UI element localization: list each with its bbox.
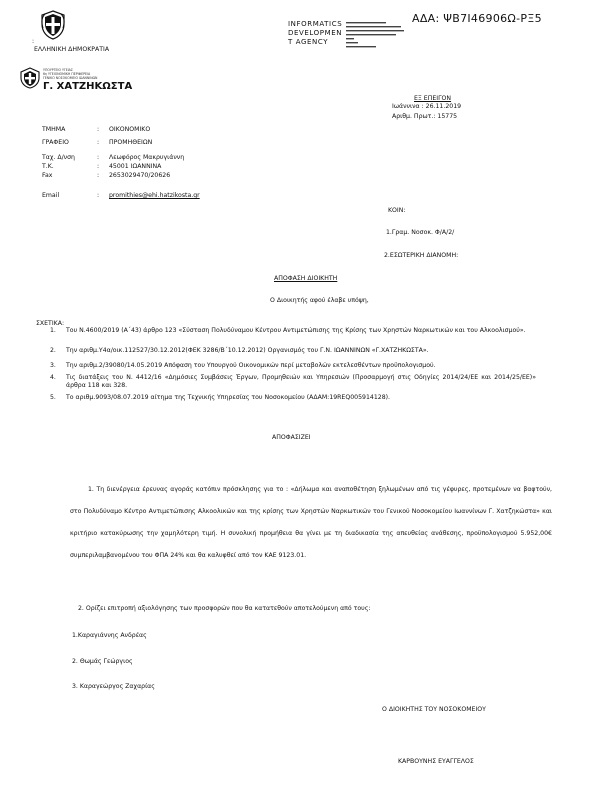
signature-name: ΚΑΡΒΟΥΝΗΣ ΕΥΑΓΓΕΛΟΣ: [398, 758, 474, 765]
agency-small-print: [346, 21, 408, 51]
hospital-logo: ΥΠΟΥΡΓΕΙΟ ΥΓΕΙΑΣ 6η ΥΓΕΙΟΝΟΜΙΚΗ ΠΕΡΙΦΕΡΕΙΑ ΓΕΝΙΚΟ ΝΟΣΟΚΟΜΕΙΟ ΙΩΑΝΝΙΝΩΝ Γ. ΧΑΤΖΗΚΩΣΤΑ: [20, 65, 132, 95]
info-label: Τ.Κ.: [42, 163, 54, 170]
hospital-logo-text: Γ. ΧΑΤΖΗΚΩΣΤΑ: [43, 81, 133, 92]
info-value: ΠΡΟΜΗΘΕΙΩΝ: [109, 139, 153, 146]
list-item: 2. Την αριθμ.Υ4α/οικ.112527/30.12.2012(ΦΕΚ 3286/Β΄10.12.2012) Οργανισμός του Γ.Ν. ΙΩΑΝΝΙΝΩΝ «Γ.ΧΑΤΖΗΚΩΣΤΑ».: [50, 347, 429, 354]
decision-paragraph-1: 1. Τη διενέργεια έρευνας αγοράς κατόπιν πρόσκλησης για το : «Δήλωμα και αναποθέτηση ξηλωμένων από τις γέφυρες, προτεμένων να βαφτούν, στο Πολυδύναμο Κέντρο Αντιμετώπισης Αλκοολικών και της κρίσης των Χρηστών Ναρκωτικών του Γενικού Νοσοκομείου Ιωαννίνων Γ. Χατζηκώστα» και κριτήριο κατακύρωσης την χαμηλότερη τιμή. Η συνολική προμήθεια θα γίνει με τη διαδικασία της απευθείας ανάθεσης, προϋπολογισμού 5.952,00€ συμπεριλαμβανομένου του ΦΠΑ 24% και θα καλυφθεί από τον ΚΑΕ 9123.01.: [70, 486, 552, 559]
distribution-internal: 2.ΕΣΩΤΕΡΙΚΗ ΔΙΑΝΟΜΗ:: [384, 252, 459, 259]
committee-member: 2. Θωμάς Γεώργιος: [72, 658, 133, 665]
hospital-logo-icon: [20, 67, 40, 89]
email-label: Email: [42, 192, 60, 199]
apofasizei-heading: ΑΠΟΦΑΣΙΖΕΙ: [272, 434, 311, 441]
references-list: [50, 327, 550, 407]
decision-paragraph-2: 2. Ορίζει επιτροπή αξιολόγησης των προσφορών που θα κατατεθούν αποτελούμενη από τους:: [78, 605, 371, 612]
urgent-marker: ΕΞ ΕΠΕΙΓΟΝ: [414, 95, 452, 102]
signature-title: Ο ΔΙΟΙΚΗΤΗΣ ΤΟΥ ΝΟΣΟΚΟΜΕΙΟΥ: [382, 706, 486, 713]
agency-line-3: T AGENCY: [288, 38, 329, 46]
list-item: 5. Το αριθμ.9093/08.07.2019 αίτημα της Τεχνικής Υπηρεσίας του Νοσοκομείου (ΑΔΑΜ:19REQ005914128).: [50, 394, 391, 401]
committee-member: 3. Καραγεώργος Ζαχαρίας: [72, 683, 155, 690]
committee-member: 1.Καραγιάννης Ανδρέας: [72, 632, 147, 639]
date-line: Ιωάννινα : 26.11.2019: [392, 103, 462, 110]
koin-label: ΚΟΙΝ:: [388, 207, 406, 214]
info-label: ΤΜΗΜΑ: [42, 126, 66, 133]
list-item: 4. Τις διατάξεις του Ν. 4412/16 «Δημόσιες Συμβάσεις Έργων, Προμηθειών και Υπηρεσιών (Προσαρμογή στις Οδηγίες 2014/24/ΕΕ και 2014/25/ΕΕ)» άρθρα 118 και 328.: [50, 374, 536, 389]
agency-line-2: DEVELOPMEN: [288, 29, 343, 37]
ada-code: ΑΔΑ: ΨΒ7Ι46906Ω-ΡΞ5: [412, 12, 542, 25]
list-item: 3. Την αριθμ.2/39080/14.05.2019 Απόφαση του Υπουργού Οικονομικών περί μεταβολών εκτελεσθέντων προϋπολογισμού.: [50, 362, 436, 369]
republic-label: ΕΛΛΗΝΙΚΗ ΔΗΜΟΚΡΑΤΙΑ: [34, 46, 110, 53]
email-link[interactable]: promithies@ehi.hatzikosta.gr: [109, 192, 200, 199]
info-value: 2653029470/20626: [109, 172, 171, 179]
info-value: Λεωφόρος Μακρυγιάννη: [109, 154, 185, 161]
sxetika-label: ΣΧΕΤΙΚΑ:: [36, 320, 65, 327]
distribution-grammateia: 1.Γραμ. Νοσοκ. Φ/Α/2/: [386, 229, 455, 236]
list-item: 1. Του Ν.4600/2019 (Α΄43) άρθρο 123 «Σύσταση Πολυδύναμου Κέντρου Αντιμετώπισης της Κρίσης των Χρηστών Ναρκωτικών και του Αλκοολισμού».: [50, 327, 526, 334]
decision-subtitle: Ο Διοικητής αφού έλαβε υπόψη,: [270, 297, 369, 304]
info-label: Ταχ. Δ/νση: [42, 154, 75, 161]
info-label: ΓΡΑΦΕΙΟ: [42, 139, 69, 146]
decision-title: ΑΠΟΦΑΣΗ ΔΙΟΙΚΗΤΗ: [274, 275, 338, 282]
info-block: ΤΜΗΜΑ : ΟΙΚΟΝΟΜΙΚΟ ΓΡΑΦΕΙΟ : ΠΡΟΜΗΘΕΙΩΝ Ταχ. Δ/νση : Λεωφόρος Μακρυγιάννη Τ.Κ. : 45001 ΙΩΑΝΝΙΝΑ Fax : 2653029470/20626 Email : promithies@ehi.hatzikosta.gr: [42, 126, 200, 199]
agency-line-1: INFORMATICS: [288, 20, 343, 28]
info-value: ΟΙΚΟΝΟΜΙΚΟ: [109, 126, 151, 133]
info-label: Fax: [42, 172, 53, 179]
greek-coat-of-arms-icon: [40, 10, 66, 40]
colon-mark: :: [32, 38, 35, 45]
protocol-number: Αριθμ. Πρωτ.: 15775: [392, 113, 458, 120]
info-value: 45001 ΙΩΑΝΝΙΝΑ: [109, 163, 162, 170]
